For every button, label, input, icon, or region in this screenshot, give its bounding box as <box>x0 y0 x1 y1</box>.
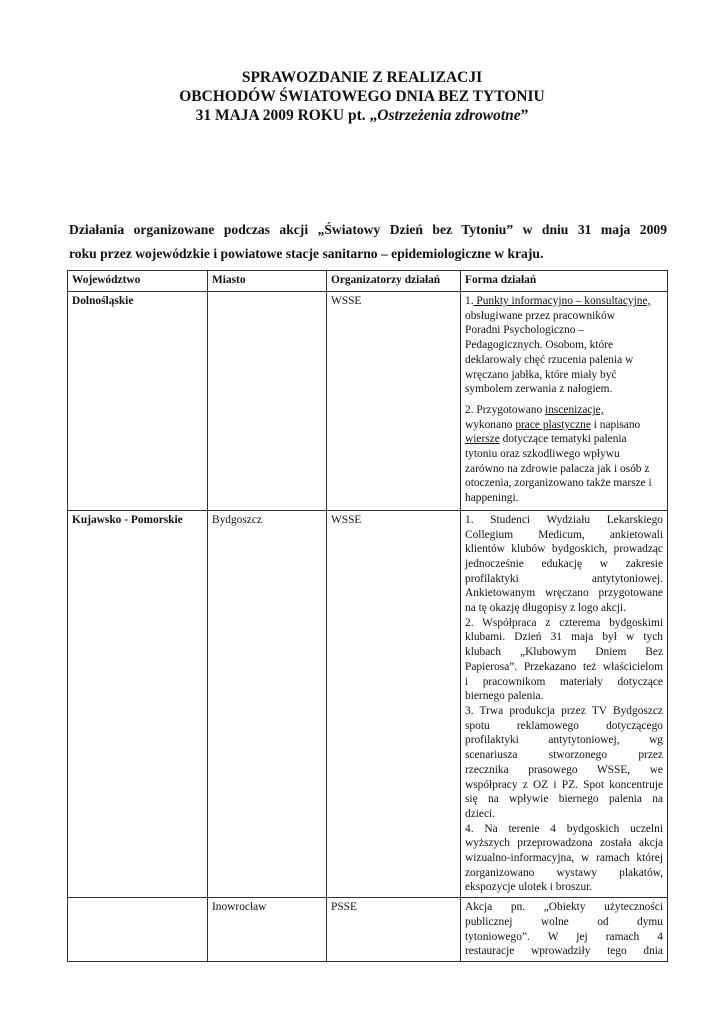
title-line-3-prefix: 31 MAJA 2009 ROKU pt. „ <box>195 107 378 124</box>
activity-number: 1. <box>465 295 474 307</box>
table-row <box>68 292 668 511</box>
activity-line <box>465 418 663 433</box>
cell-province <box>68 898 208 962</box>
activity-line: symbolem zerwania z nałogiem. <box>465 383 613 396</box>
table-row <box>68 898 668 962</box>
activity-line: scenariusza stworzonego przez <box>465 749 663 762</box>
activity-line: spotu reklamowego dotyczącego <box>465 719 663 732</box>
activity-line: współpracy z OZ i PZ. Spot koncentruje <box>465 778 663 791</box>
activity-line: klubami. Dzień 31 maja był w tych <box>465 631 663 644</box>
activity-text: wykonano <box>465 418 516 431</box>
activity-paragraph-2 <box>465 403 663 506</box>
activity-line: jednocześnie edukację w zakresie <box>465 557 663 570</box>
title-line-3-suffix: ” <box>520 107 529 124</box>
activity-line <box>465 294 663 309</box>
header-province: Województwo <box>68 271 208 292</box>
title-line-3-italic: Ostrzeżenia zdrowotne <box>377 107 521 124</box>
cell-organizer: PSSE <box>327 898 461 962</box>
activity-line: 4. Na terenie 4 bydgoskich uczelni <box>465 822 663 835</box>
intro-line-1: Działania organizowane podczas akcji „Światowy Dzień bez Tytoniu” w dniu 31 maja 2009 <box>69 222 667 237</box>
activity-text: i napisano <box>590 418 641 431</box>
activity-line: deklarowały chęć rzucenia palenia w <box>465 353 634 366</box>
activity-line: klientów klubów bydgoskich, prowadząc <box>465 543 663 556</box>
activity-line: wizualno-informacyjna, w ramach której <box>465 852 663 865</box>
intro-line-2: roku przez wojewódzkie i powiatowe stacje sanitarno – epidemiologiczne w kraju. <box>69 246 544 261</box>
activity-line: Akcja pn. „Obiekty użyteczności <box>465 901 663 914</box>
activity-underlined-text: wiersze <box>465 433 500 446</box>
activity-text: dotyczące tematyki palenia <box>499 433 627 446</box>
activity-line: zarówno na zdrowie palacza jak i osób z <box>465 462 650 475</box>
activity-line: restauracje wprowadziły tego dnia <box>465 945 663 958</box>
cell-activities <box>461 292 668 511</box>
activity-line: Pedagogicznych. Osobom, które <box>465 339 614 352</box>
activity-line: profilaktyki antytytoniowej, wg <box>465 734 663 747</box>
activity-underlined-text: prace plastyczne <box>515 418 591 431</box>
activity-line: 1. Studenci Wydziału Lekarskiego <box>465 513 663 526</box>
activity-line: Papierosa”. Przekazano też właścicielom <box>465 660 663 673</box>
activity-line: dzieci. <box>465 807 496 820</box>
activity-line: 3. Trwa produkcja przez TV Bydgoszcz <box>465 704 663 717</box>
activity-line: i pracownikom materiały dotyczące <box>465 675 663 688</box>
activity-line <box>465 403 663 418</box>
activity-line: zorganizowano wystawy plakatów, <box>465 866 663 879</box>
cell-city: Bydgoszcz <box>208 510 327 897</box>
activity-line: na tę okazję długopisy z logo akcji. <box>465 602 627 615</box>
activity-line: ekspozycje ulotek i broszur. <box>465 881 593 894</box>
activity-line: tytoniowego”. W jej ramach 4 <box>465 930 663 943</box>
activity-line: tytoniu oraz szkodliwego wpływu <box>465 448 620 461</box>
cell-province: Kujawsko - Pomorskie <box>68 510 208 897</box>
document-title <box>0 68 724 125</box>
activity-line: wręczano jabłka, które miały być <box>465 368 617 381</box>
intro-paragraph <box>69 218 667 266</box>
activity-line: się na wpływie biernego palenia na <box>465 793 663 806</box>
activities-table <box>67 270 668 962</box>
activity-line: otoczenia, zorganizowano także marsze i <box>465 477 652 490</box>
activity-line: happeningi. <box>465 492 519 505</box>
title-line-2: OBCHODÓW ŚWIATOWEGO DNIA BEZ TYTONIU <box>179 88 545 105</box>
cell-activities <box>461 510 668 897</box>
activity-line <box>465 432 663 447</box>
activity-line: Ankietowanym wręczano przygotowane <box>465 587 663 600</box>
table-header-row <box>68 271 668 292</box>
activity-paragraph-1 <box>465 294 663 397</box>
cell-organizer: WSSE <box>327 292 461 511</box>
cell-province: Dolnośląskie <box>68 292 208 511</box>
cell-activities <box>461 898 668 962</box>
activity-line: 2. Współpraca z czterema bydgoskimi <box>465 616 663 629</box>
activity-line: publicznej wolne od dymu <box>465 915 663 928</box>
header-city: Miasto <box>208 271 327 292</box>
header-activity-form: Forma działań <box>461 271 668 292</box>
activity-line: klubach „Klubowym Dniem Bez <box>465 646 663 659</box>
activity-line: obsługiwane przez pracowników <box>465 309 615 322</box>
activity-line: wyższych przeprowadzona została akcja <box>465 837 663 850</box>
title-line-1: SPRAWOZDANIE Z REALIZACJI <box>241 69 483 86</box>
activity-line: Collegium Medicum, ankietowali <box>465 528 663 541</box>
cell-city: Inowrocław <box>208 898 327 962</box>
cell-organizer: WSSE <box>327 510 461 897</box>
activity-line: rzecznika prasowego WSSE, we <box>465 763 663 776</box>
table-row <box>68 510 668 897</box>
activity-line: biernego palenia. <box>465 690 544 703</box>
activity-underlined-text: Punkty informacyjno – konsultacyjne, <box>473 295 651 307</box>
title-line-3 <box>0 106 724 125</box>
activity-line: profilaktyki antytytoniowej. <box>465 572 663 585</box>
header-organizer: Organizatorzy działań <box>327 271 461 292</box>
cell-city <box>208 292 327 511</box>
activity-underlined-text: inscenizacje, <box>545 403 604 416</box>
activity-text: 2. Przygotowano <box>465 403 546 416</box>
activity-line: Poradni Psychologiczno – <box>465 324 584 337</box>
